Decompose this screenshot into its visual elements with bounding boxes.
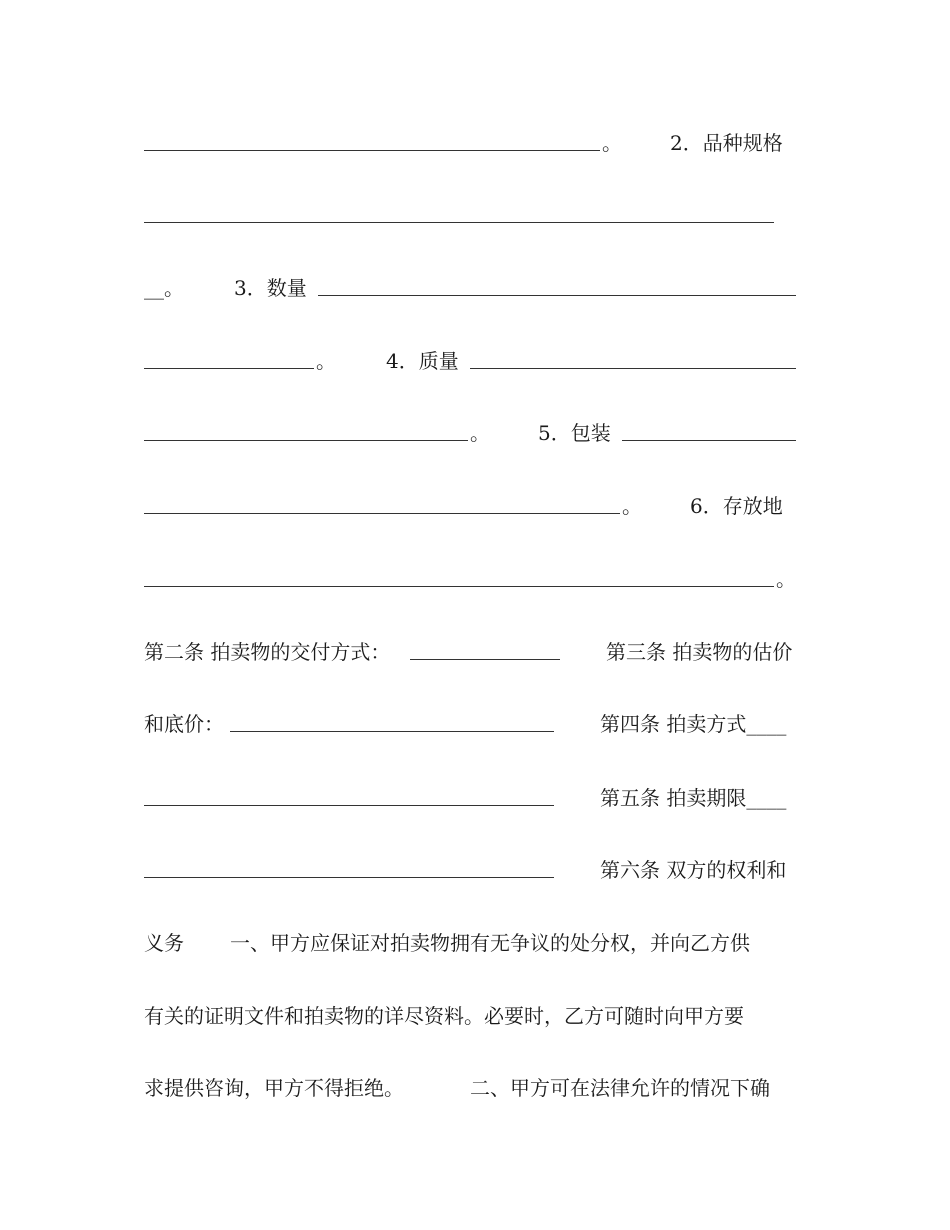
- doc-line-4: [144, 346, 800, 376]
- line-text: 。: [776, 567, 796, 591]
- blank-underline: [410, 659, 560, 660]
- blank-underline: [622, 440, 796, 441]
- doc-line-9: [144, 709, 800, 739]
- clause-text: 和底价：: [144, 712, 224, 736]
- doc-line-14: [144, 1073, 800, 1103]
- item-label: 3．数量: [234, 276, 307, 300]
- item-label: 2．品种规格: [670, 131, 783, 155]
- line-text: 。: [602, 131, 622, 155]
- line-text: 。: [470, 421, 490, 445]
- clause-text: 第六条 双方的权利和: [600, 858, 787, 882]
- item-label: 4．质量: [386, 349, 459, 373]
- item-label: 5．包装: [538, 421, 611, 445]
- clause-text: 有关的证明文件和拍卖物的详尽资料。必要时，乙方可随时向甲方要: [144, 1004, 744, 1028]
- clause-text: 第二条 拍卖物的交付方式：: [144, 640, 391, 664]
- clause-text: 求提供咨询，甲方不得拒绝。: [144, 1076, 404, 1100]
- blank-underline: [230, 731, 554, 732]
- doc-line-2: [144, 200, 800, 230]
- doc-line-5: [144, 418, 800, 448]
- line-text: 。: [316, 349, 336, 373]
- clause-text: 第五条 拍卖期限____: [600, 786, 787, 810]
- blank-underline: [144, 368, 314, 369]
- doc-line-11: [144, 855, 800, 885]
- blank-underline: [144, 513, 620, 514]
- line-text: 。: [622, 494, 642, 518]
- clause-text: 第四条 拍卖方式____: [600, 712, 787, 736]
- doc-line-8: [144, 637, 800, 667]
- blank-underline: [144, 150, 600, 151]
- blank-underline: [318, 295, 796, 296]
- doc-line-6: [144, 491, 800, 521]
- doc-line-10: [144, 783, 800, 813]
- blank-underline: [470, 368, 796, 369]
- doc-line-1: [144, 128, 800, 158]
- doc-line-7: [144, 564, 800, 594]
- clause-text: 二、甲方可在法律允许的情况下确: [470, 1076, 770, 1100]
- doc-line-3: [144, 273, 800, 303]
- clause-text: 义务: [144, 931, 184, 955]
- doc-line-12: [144, 928, 800, 958]
- item-label: 6．存放地: [690, 494, 783, 518]
- clause-text: 一、甲方应保证对拍卖物拥有无争议的处分权，并向乙方供: [230, 931, 750, 955]
- line-text: __。: [144, 276, 184, 300]
- blank-underline: [144, 586, 774, 587]
- blank-underline: [144, 222, 774, 223]
- doc-line-13: [144, 1001, 800, 1031]
- blank-underline: [144, 805, 554, 806]
- blank-underline: [144, 877, 554, 878]
- blank-underline: [144, 440, 468, 441]
- clause-text: 第三条 拍卖物的估价: [606, 640, 793, 664]
